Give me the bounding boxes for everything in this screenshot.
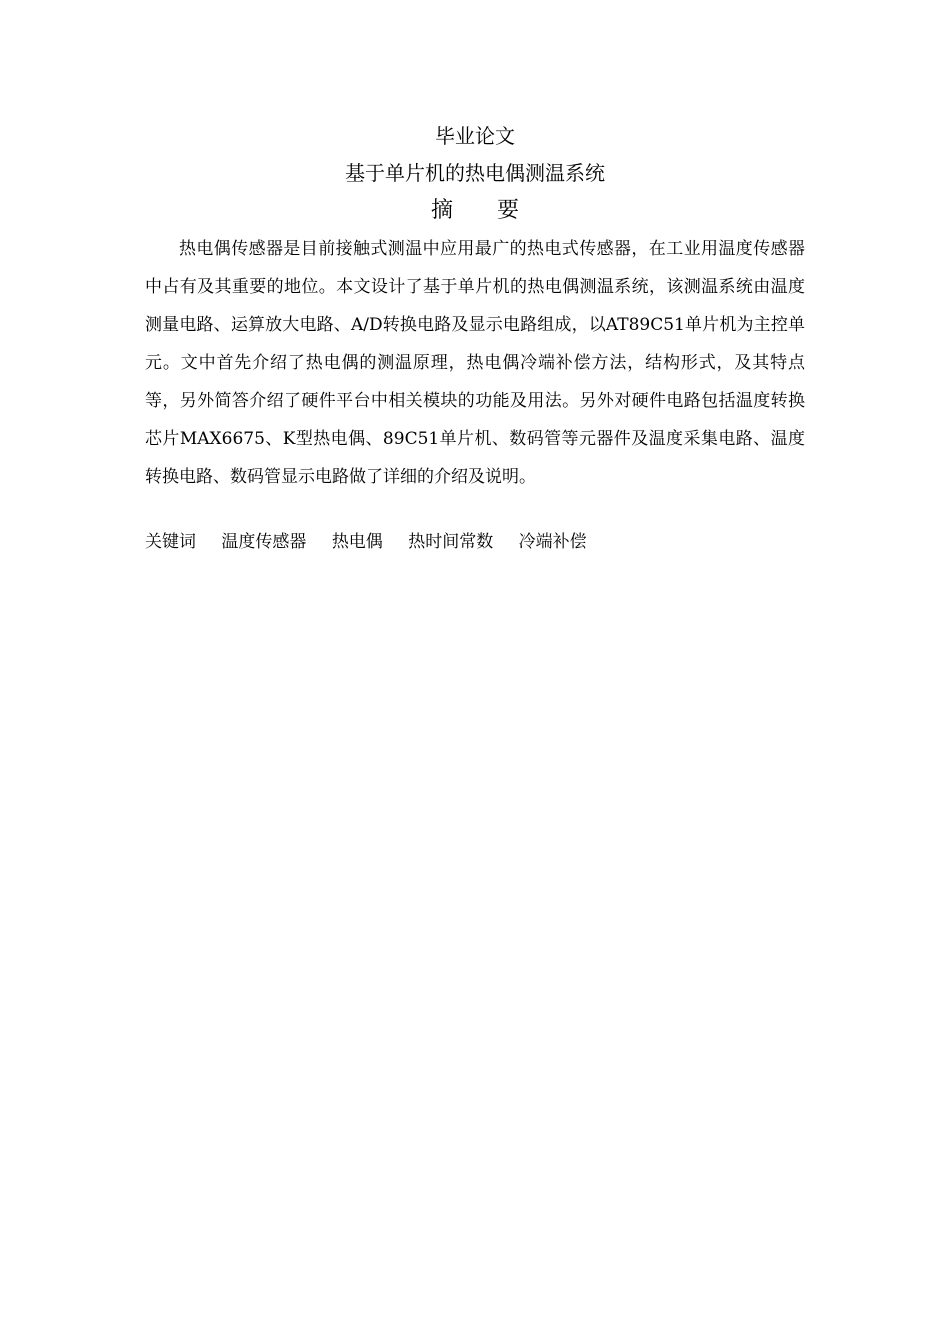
keywords-line (145, 524, 805, 560)
keyword-item: 热时间常数 (408, 532, 494, 552)
title-block (0, 120, 950, 228)
keywords-label: 关键词 (145, 532, 196, 552)
keyword-item: 冷端补偿 (518, 532, 587, 552)
document-title: 基于单片机的热电偶测温系统 (345, 161, 605, 185)
abstract-body: 热电偶传感器是目前接触式测温中应用最广的热电式传感器，在工业用温度传感器中占有及其重要的地位。本文设计了基于单片机的热电偶测温系统，该测温系统由温度测量电路、运算放大电路、A/D转换电路及显示电路组成，以AT89C51单片机为主控单元。文中首先介绍了热电偶的测温原理，热电偶冷端补偿方法，结构形式，及其特点等，另外简答介绍了硬件平台中相关模块的功能及用法。另外对硬件电路包括温度转换芯片MAX6675、K型热电偶、89C51单片机、数码管等元器件及温度采集电路、温度转换电路、数码管显示电路做了详细的介绍及说明。 (145, 239, 805, 487)
keyword-item: 热电偶 (331, 532, 383, 552)
keyword-item: 温度传感器 (221, 532, 307, 552)
abstract-heading: 摘要 (430, 198, 563, 223)
document-type: 毕业论文 (435, 124, 515, 148)
